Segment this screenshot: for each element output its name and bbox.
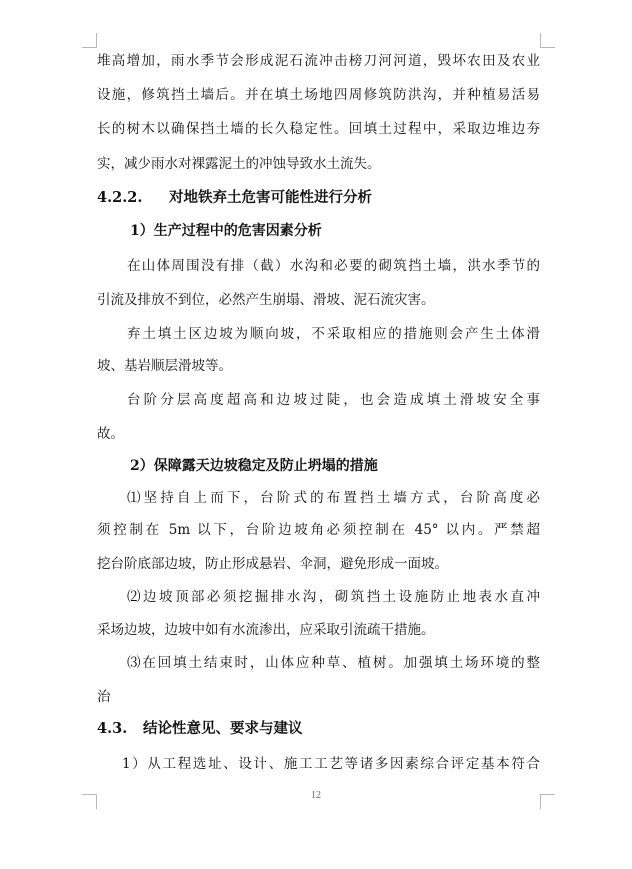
subheading-slope-measures: 2）保障露天边坡稳定及防止坍塌的措施: [130, 458, 378, 474]
body-line: ⑴坚持自上而下，台阶式的布置挡土墙方式，台阶高度必: [127, 490, 540, 506]
body-line: 须控制在 5m 以下，台阶边坡角必须控制在 45° 以内。严禁超: [97, 522, 540, 538]
crop-mark-top-right: [540, 33, 555, 48]
crop-mark-top-left: [82, 33, 97, 48]
body-line: 引流及排放不到位，必然产生崩塌、滑坡、泥石流灾害。: [97, 292, 435, 308]
body-line: 设施，修筑挡土墙后。并在填土场地四周修筑防洪沟，并种植易活易: [97, 87, 540, 103]
body-line: 采场边坡，边坡中如有水流渗出，应采取引流疏干措施。: [97, 622, 435, 638]
section-title: 结论性意见、要求与建议: [143, 720, 303, 737]
body-line: 台阶分层高度超高和边坡过陡，也会造成填土滑坡安全事: [127, 392, 540, 408]
body-line: ⑵边坡顶部必须挖掘排水沟，砌筑挡土设施防止地表水直冲: [127, 589, 540, 605]
section-number: 4.2.2.: [97, 189, 143, 206]
subheading-hazard-analysis: 1）生产过程中的危害因素分析: [130, 223, 322, 239]
section-title: 对地铁弃土危害可能性进行分析: [169, 189, 372, 206]
body-line: 在山体周围没有排（截）水沟和必要的砌筑挡土墙，洪水季节的: [127, 258, 540, 274]
section-number: 4.3.: [97, 720, 128, 737]
body-line: 坡、基岩顺层滑坡等。: [97, 358, 232, 374]
body-line: ⑶在回填土结束时，山体应种草、植树。加强填土场环境的整: [127, 655, 540, 671]
body-line: 长的树木以确保挡土墙的长久稳定性。回填土过程中，采取边堆边夯: [97, 121, 540, 137]
body-line: 治: [97, 689, 111, 705]
body-line: 弃土填土区边坡为顺向坡，不采取相应的措施则会产生土体滑: [127, 326, 540, 342]
body-line: 故。: [97, 426, 124, 442]
body-line: 挖台阶底部边坡，防止形成悬岩、伞洞，避免形成一面坡。: [97, 556, 448, 572]
section-heading-4-3: [97, 720, 303, 738]
body-line: 堆高增加，雨水季节会形成泥石流冲击榜刀河河道，毁坏农田及农业: [97, 53, 540, 69]
page-number: 12: [311, 790, 321, 801]
section-heading-4-2-2: [97, 189, 372, 207]
body-line: 实，减少雨水对裸露泥土的冲蚀导致水土流失。: [97, 156, 381, 172]
body-line: 1）从工程选址、设计、施工工艺等诸多因素综合评定基本符合: [122, 756, 540, 772]
